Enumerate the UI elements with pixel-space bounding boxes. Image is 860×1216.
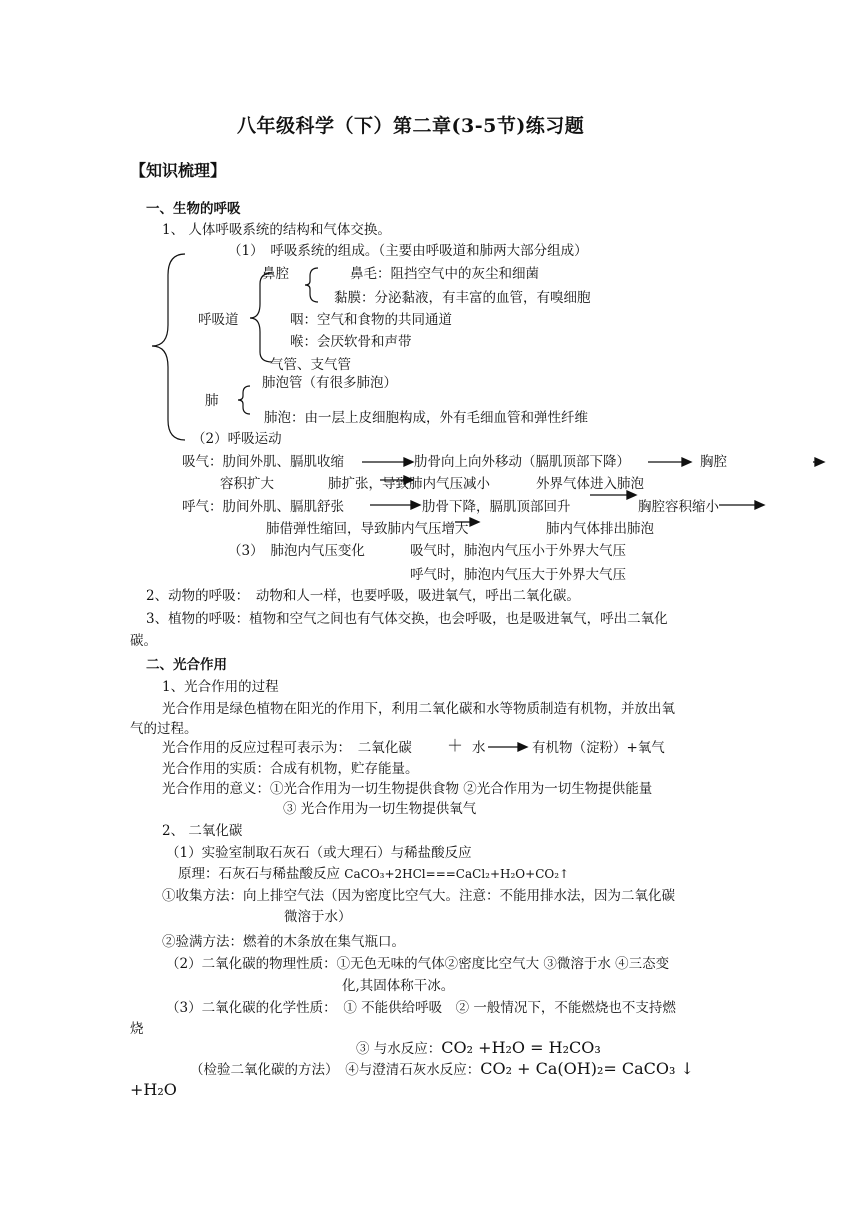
part2-heading: 二、光合作用 [146,657,227,673]
pharynx-text: 咽：空气和食物的共同通道 [290,312,452,328]
exhale-step5: 肺内气体排出肺泡 [546,521,654,537]
pressure-exhale: 呼气时，肺泡内气压大于外界大气压 [410,567,626,583]
part1-item3-line1: 3、植物的呼吸：植物和空气之间也有气体交换，也会呼吸，也是吸进氧气，呼出二氧化 [146,611,668,627]
definition-line2: 气的过程。 [130,721,198,737]
part1-item1: 1、 人体呼吸系统的结构和气体交换。 [162,222,391,238]
principle-equation: CaCO₃+2HCl===CaCl₂+H₂O+CO₂↑ [344,867,570,881]
chemical-water [356,1039,601,1058]
chemical-water-equation: CO₂ +H₂O = H₂CO₃ [441,1038,601,1057]
nasal-hair-text: 鼻毛：阻挡空气中的灰尘和细菌 [350,266,539,282]
inhale-step1: 吸气：肋间外肌、膈肌收缩 [182,454,344,470]
physical-line1: （2）二氧化碳的物理性质：①无色无味的气体②密度比空气大 ③微溶于水 ④三态变 [166,956,670,972]
lung-label: 肺 [205,393,219,409]
part2-item1: 1、光合作用的过程 [162,679,279,695]
pressure-inhale: 吸气时，肺泡内气压小于外界大气压 [410,543,626,559]
exhale-step2: 肋骨下降，膈肌顶部回升 [422,499,571,515]
part1-item2: 2、动物的呼吸： 动物和人一样，也要呼吸，吸进氧气，呼出二氧化碳。 [146,588,580,604]
chemical-line2: 烧 [130,1021,144,1037]
collect-line2: 微溶于水） [284,909,352,925]
lab-prep: （1）实验室制取石灰石（或大理石）与稀盐酸反应 [166,845,472,861]
inhale-step2: 肋骨向上向外移动（膈肌顶部下降） [414,454,630,470]
part1-sub2: （2）呼吸运动 [192,431,282,447]
meaning-line1: 光合作用的意义：①光合作用为一切生物提供食物 ②光合作用为一切生物提供能量 [162,781,653,797]
exhale-step4: 肺借弹性缩回，导致肺内气压增大 [266,521,469,537]
collect-line1: ①收集方法：向上排空气法（因为密度比空气大。注意：不能用排水法，因为二氧化碳 [162,888,675,904]
reaction-plus: ＋ [447,736,464,755]
inhale-step5: 肺扩张，导致肺内气压减小 [328,476,490,492]
nasal-brace [305,268,318,302]
physical-line2: 化,其固体称干冰。 [342,978,455,994]
document-title: 八年级科学（下）第二章(3-5节)练习题 [237,115,585,137]
inhale-step3: 胸腔 [700,454,727,470]
big-brace [152,254,185,440]
chemical-limewater-prefix: （检验二氧化碳的方法） ④与澄清石灰水反应： [190,1062,481,1078]
alveoli-text: 肺泡：由一层上皮细胞构成，外有毛细血管和弹性纤维 [264,410,588,426]
airway-label: 呼吸道 [198,312,239,328]
larynx-text: 喉：会厌软骨和声带 [290,334,412,350]
trachea-text: 气管、支气管 [270,357,351,373]
check-full: ②验满方法：燃着的木条放在集气瓶口。 [162,934,405,950]
definition-line1: 光合作用是绿色植物在阳光的作用下，利用二氧化碳和水等物质制造有机物，并放出氧 [162,701,675,717]
essence-text: 光合作用的实质：合成有机物，贮存能量。 [162,761,419,777]
part1-sub1: （1） 呼吸系统的组成。（主要由呼吸道和肺两大部分组成） [228,243,588,259]
nasal-label: 鼻腔 [262,266,289,282]
mucosa-text: 黏膜：分泌黏液，有丰富的血管，有嗅细胞 [334,290,591,306]
chemical-water-prefix: ③ 与水反应： [356,1041,442,1057]
reaction-product: 有机物（淀粉）+氧气 [532,740,665,756]
chemical-limewater-equation: CO₂ + Ca(OH)₂= CaCO₃ ↓ [480,1059,694,1078]
chemical-limewater [190,1060,694,1079]
chemical-line1: （3）二氧化碳的化学性质： ① 不能供给呼吸 ② 一般情况下，不能燃烧也不支持燃 [166,1000,676,1016]
chemical-limewater-tail: +H₂O [130,1080,177,1099]
part2-item2: 2、 二氧化碳 [162,823,243,839]
exhale-step3: 胸腔容积缩小 [638,499,719,515]
meaning-line2: ③ 光合作用为一切生物提供氧气 [283,801,477,817]
inhale-step4: 容积扩大 [220,476,274,492]
bronchiole-text: 肺泡管（有很多肺泡） [262,375,397,391]
section-heading: 【知识梳理】 [130,161,227,180]
part1-heading: 一、生物的呼吸 [146,201,241,217]
reaction-water: 水 [472,740,486,756]
principle-text [178,865,569,883]
lung-brace [238,386,250,414]
part1-item3-line2: 碳。 [130,633,157,649]
principle-prefix: 原理：石灰石与稀盐酸反应 [178,866,345,882]
part1-sub3: （3） 肺泡内气压变化 [228,543,365,559]
inhale-step6: 外界气体进入肺泡 [536,476,644,492]
reaction-prefix: 光合作用的反应过程可表示为： 二氧化碳 [162,740,412,756]
airway-brace [250,273,272,362]
exhale-step1: 呼气：肋间外肌、膈肌舒张 [182,499,344,515]
